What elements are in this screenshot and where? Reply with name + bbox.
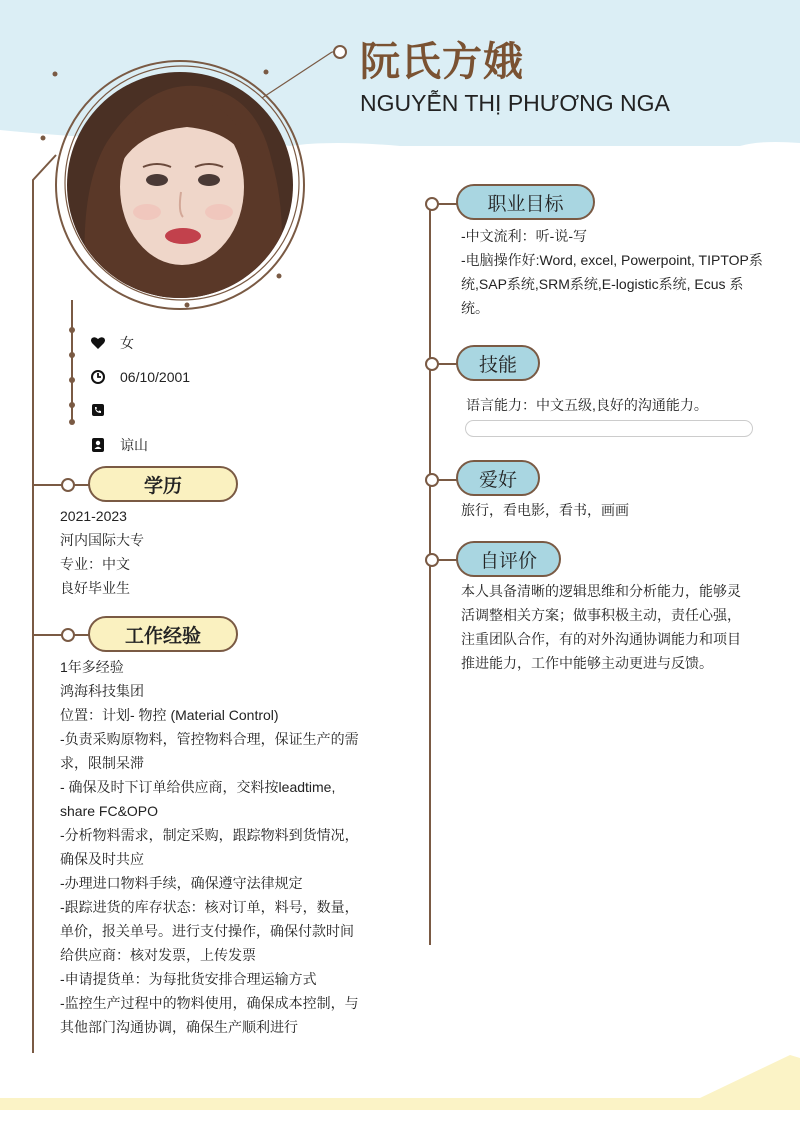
work-content — [60, 655, 359, 1039]
section-title-hobbies: 爱好 — [456, 460, 540, 496]
work-line: -监控生产过程中的物料使用，确保成本控制，与 — [60, 995, 359, 1011]
self-evaluation-line: 注重团队合作，有的对外沟通协调能力和项目 — [461, 631, 741, 647]
name-connector-dot — [334, 46, 346, 58]
contact-icon — [90, 437, 106, 453]
profile-photo — [67, 72, 293, 298]
self-evaluation-line: 活调整相关方案；做事积极主动，责任心强， — [461, 607, 741, 623]
skills-empty-field — [465, 420, 753, 437]
self-evaluation-line: 推进能力，工作中能够主动更进与反馈。 — [461, 655, 713, 671]
education-line: 河内国际大专 — [60, 532, 144, 548]
objective-line: 统,SAP系统,SRM系统,E-logistic系统, Ecus 系 — [461, 276, 744, 292]
education-line: 2021-2023 — [60, 508, 127, 524]
work-line: 位置：计划- 物控 (Material Control) — [60, 707, 279, 723]
phone-icon — [90, 402, 106, 418]
skills-content — [466, 393, 708, 417]
birthdate-value: 06/10/2001 — [120, 369, 191, 385]
work-line: - 确保及时下订单给供应商，交料按leadtime, — [60, 779, 336, 795]
clock-icon — [90, 369, 106, 385]
work-line: 1年多经验 — [60, 659, 124, 675]
education-line: 良好毕业生 — [60, 580, 130, 596]
work-line: 确保及时共应 — [60, 851, 144, 867]
work-line: -跟踪进货的库存状态：核对订单，料号，数量， — [60, 899, 359, 915]
skills-line: 语言能力：中文五级,良好的沟通能力。 — [466, 397, 708, 413]
info-birthdate — [90, 367, 190, 387]
work-line: 给供应商：核对发票，上传发票 — [60, 947, 256, 963]
hobbies-content — [461, 498, 629, 522]
objective-line: -中文流利：听-说-写 — [461, 228, 587, 244]
education-line: 专业：中文 — [60, 556, 130, 572]
info-gender — [90, 333, 134, 353]
section-title-work: 工作经验 — [88, 616, 238, 652]
work-line: share FC&OPO — [60, 803, 159, 819]
work-line: 单价，报关单号。进行支付操作，确保付款时间 — [60, 923, 354, 939]
section-title-objective: 职业目标 — [456, 184, 595, 220]
objective-line: 统。 — [461, 300, 489, 316]
work-line: -申请提货单：为每批货安排合理运输方式 — [60, 971, 317, 987]
self-evaluation-content — [461, 579, 741, 675]
self-evaluation-line: 本人具备清晰的逻辑思维和分析能力，能够灵 — [461, 583, 741, 599]
section-title-self-evaluation: 自评价 — [456, 541, 561, 577]
work-line: 求，限制呆滞 — [60, 755, 144, 771]
info-address — [90, 435, 148, 455]
objective-line: -电脑操作好:Word, excel, Powerpoint, TIPTOP系 — [461, 252, 763, 268]
hobbies-line: 旅行，看电影，看书，画画 — [461, 502, 629, 518]
education-content — [60, 504, 144, 600]
left-timeline — [33, 155, 56, 1053]
info-phone — [90, 400, 120, 420]
work-line: 其他部门沟通协调，确保生产顺利进行 — [60, 1019, 298, 1035]
name-chinese: 阮氏方娥 — [360, 39, 524, 85]
heart-icon — [90, 335, 106, 351]
work-line: 鸿海科技集团 — [60, 683, 144, 699]
gender-value: 女 — [120, 335, 134, 351]
section-title-skills: 技能 — [456, 345, 540, 381]
work-line: -办理进口物料手续，确保遵守法律规定 — [60, 875, 303, 891]
address-value: 谅山 — [120, 437, 148, 453]
section-title-education: 学历 — [88, 466, 238, 502]
work-line: -分析物料需求，制定采购，跟踪物料到货情况， — [60, 827, 359, 843]
work-line: -负责采购原物料，管控物料合理，保证生产的需 — [60, 731, 359, 747]
objective-content — [461, 224, 763, 320]
name-vietnamese: NGUYỄN THỊ PHƯƠNG NGA — [360, 90, 670, 116]
